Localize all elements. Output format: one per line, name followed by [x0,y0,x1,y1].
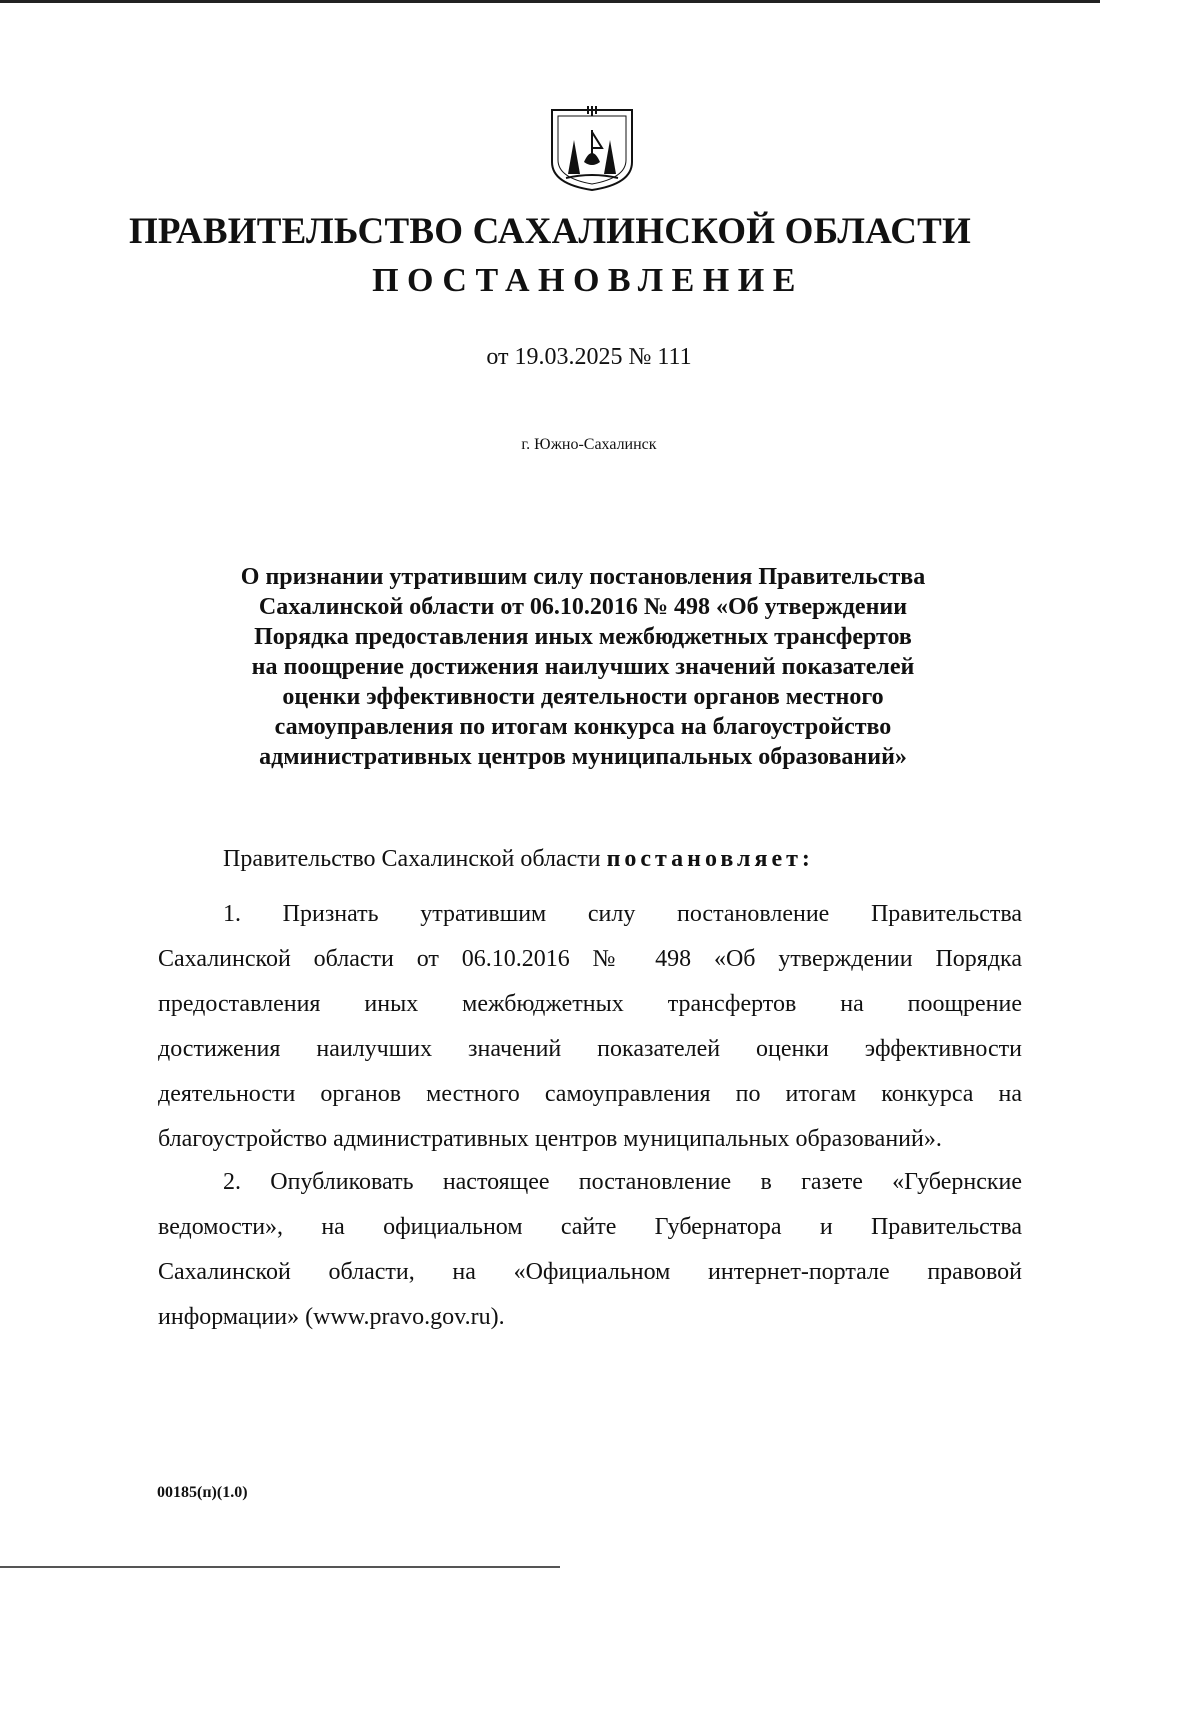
paragraph-line: ведомости», на официальном сайте Губернатора и Правительства [158,1214,1022,1240]
paragraph-1 [158,892,1022,1162]
paragraph-line: информации» (www.pravo.gov.ru). [158,1304,505,1330]
paragraph-line: достижения наилучших значений показателей оценки эффективности [158,1036,1022,1062]
paragraph-line: 2. Опубликовать настоящее постановление в газете «Губернские [223,1169,1022,1195]
subject-line: административных центров муниципальных образований» [259,744,907,770]
subject-line: оценки эффективности деятельности органов местного [282,684,884,710]
paragraph-line: деятельности органов местного самоуправления по итогам конкурса на [158,1081,1022,1107]
paragraph-line: предоставления иных межбюджетных трансфертов на поощрение [158,991,1022,1017]
subject-line: Сахалинской области от 06.10.2016 № 498 «Об утверждении [258,594,908,620]
document-city: г. Южно-Сахалинск [521,436,657,453]
scan-top-edge [0,0,1100,3]
paragraph-line: Сахалинской области, на «Официальном интернет-портале правовой [158,1259,1022,1285]
subject-line: Порядка предоставления иных межбюджетных трансфертов [254,624,912,650]
document-date-number: от 19.03.2025 № 111 [486,344,692,370]
subject-line: О признании утратившим силу постановления Правительства [240,564,926,590]
paragraph-line: Сахалинской области от 06.10.2016 № 498 «Об утверждении Порядка [158,946,1022,972]
document-type: ПОСТАНОВЛЕНИЕ [372,262,804,299]
paragraph-line: 1. Признать утратившим силу постановление Правительства [223,901,1022,927]
government-title: ПРАВИТЕЛЬСТВО САХАЛИНСКОЙ ОБЛАСТИ [128,211,972,252]
subject-line: на поощрение достижения наилучших значений показателей [251,654,915,680]
intro-text: Правительство Сахалинской области [223,846,607,872]
resolution-intro [223,846,814,873]
paragraph-line: благоустройство административных центров муниципальных образований». [158,1126,942,1152]
document-subject [188,562,978,772]
scan-bottom-edge [0,1566,560,1568]
form-code: 00185(п)(1.0) [157,1484,248,1501]
sakhalin-coat-of-arms-icon [548,104,636,192]
intro-keyword: постановляет: [606,846,814,872]
paragraph-2 [158,1160,1022,1340]
subject-line: самоуправления по итогам конкурса на благоустройство [274,714,892,740]
